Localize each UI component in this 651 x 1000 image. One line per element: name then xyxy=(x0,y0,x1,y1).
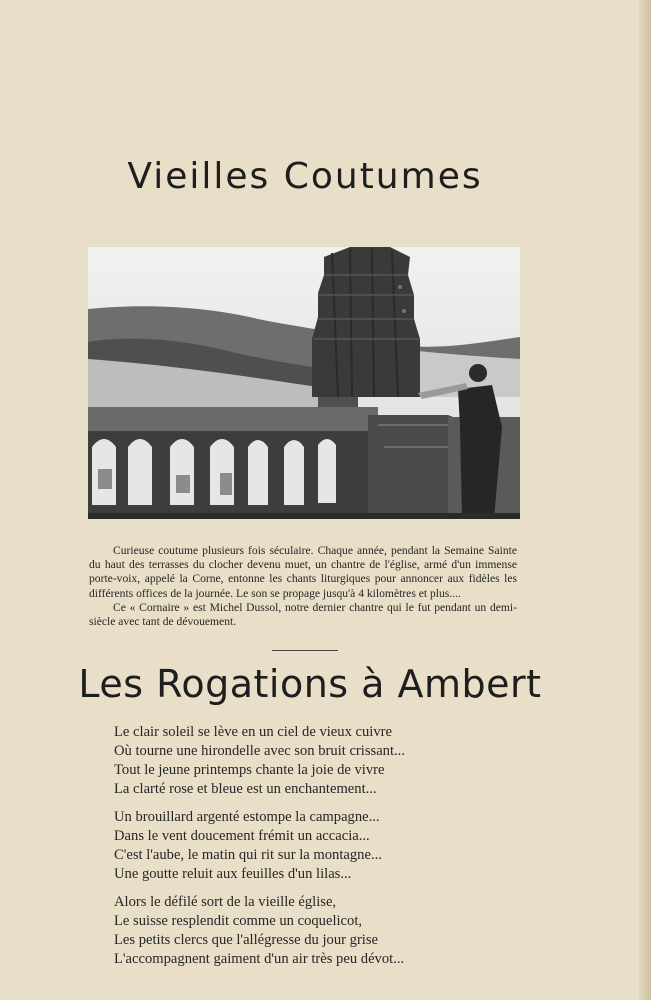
poem-stanza xyxy=(114,893,534,969)
poem-stanza xyxy=(114,723,534,799)
poem-verse: Où tourne une hirondelle avec son bruit crissant... xyxy=(114,743,405,759)
bell-tower-photo xyxy=(88,247,520,519)
section-divider xyxy=(272,650,338,651)
caption-paragraph-1: Curieuse coutume plusieurs fois séculaire. Chaque année, pendant la Semaine Sainte du haut des terrasses du clocher devenu muet, un chantre de l'église, armé d'un immense porte-voix, appelé la Corne, entonne les chants liturgiques pour annoncer aux fidèles les différents offices de la journée. Le son se propage jusqu'à 4 kilomètres et plus.... xyxy=(89,544,517,600)
poem-verse: Les petits clercs que l'allégresse du jour grise xyxy=(114,932,379,948)
poem-verse: L'accompagnent gaiment d'un air très peu dévot... xyxy=(114,951,405,967)
page-edge xyxy=(639,0,651,1000)
poem-stanza xyxy=(114,808,534,884)
section-title-vieilles-coutumes: Vieilles Coutumes xyxy=(127,156,483,197)
poem-verse: Le clair soleil se lève en un ciel de vieux cuivre xyxy=(114,724,392,740)
poem-verse: Un brouillard argenté estompe la campagne... xyxy=(114,809,380,825)
poem-verse: Le suisse resplendit comme un coquelicot, xyxy=(114,913,363,929)
photo-caption xyxy=(89,544,517,629)
poem-verse: Dans le vent doucement frémit un accacia... xyxy=(114,828,370,844)
section-title-rogations: Les Rogations à Ambert xyxy=(78,662,542,706)
poem-verse: La clarté rose et bleue est un enchantement... xyxy=(114,781,377,797)
poem-verse: C'est l'aube, le matin qui rit sur la montagne... xyxy=(114,847,382,863)
poem-verse: Une goutte reluit aux feuilles d'un lilas... xyxy=(114,866,352,882)
caption-paragraph-2: Ce « Cornaire » est Michel Dussol, notre dernier chantre qui le fut pendant un demi-siècle avec tant de dévouement. xyxy=(89,600,517,629)
photo-illustration xyxy=(88,247,520,519)
poem-verse: Alors le défilé sort de la vieille église, xyxy=(114,894,337,910)
poem xyxy=(114,723,534,978)
poem-verse: Tout le jeune printemps chante la joie de vivre xyxy=(114,762,385,778)
